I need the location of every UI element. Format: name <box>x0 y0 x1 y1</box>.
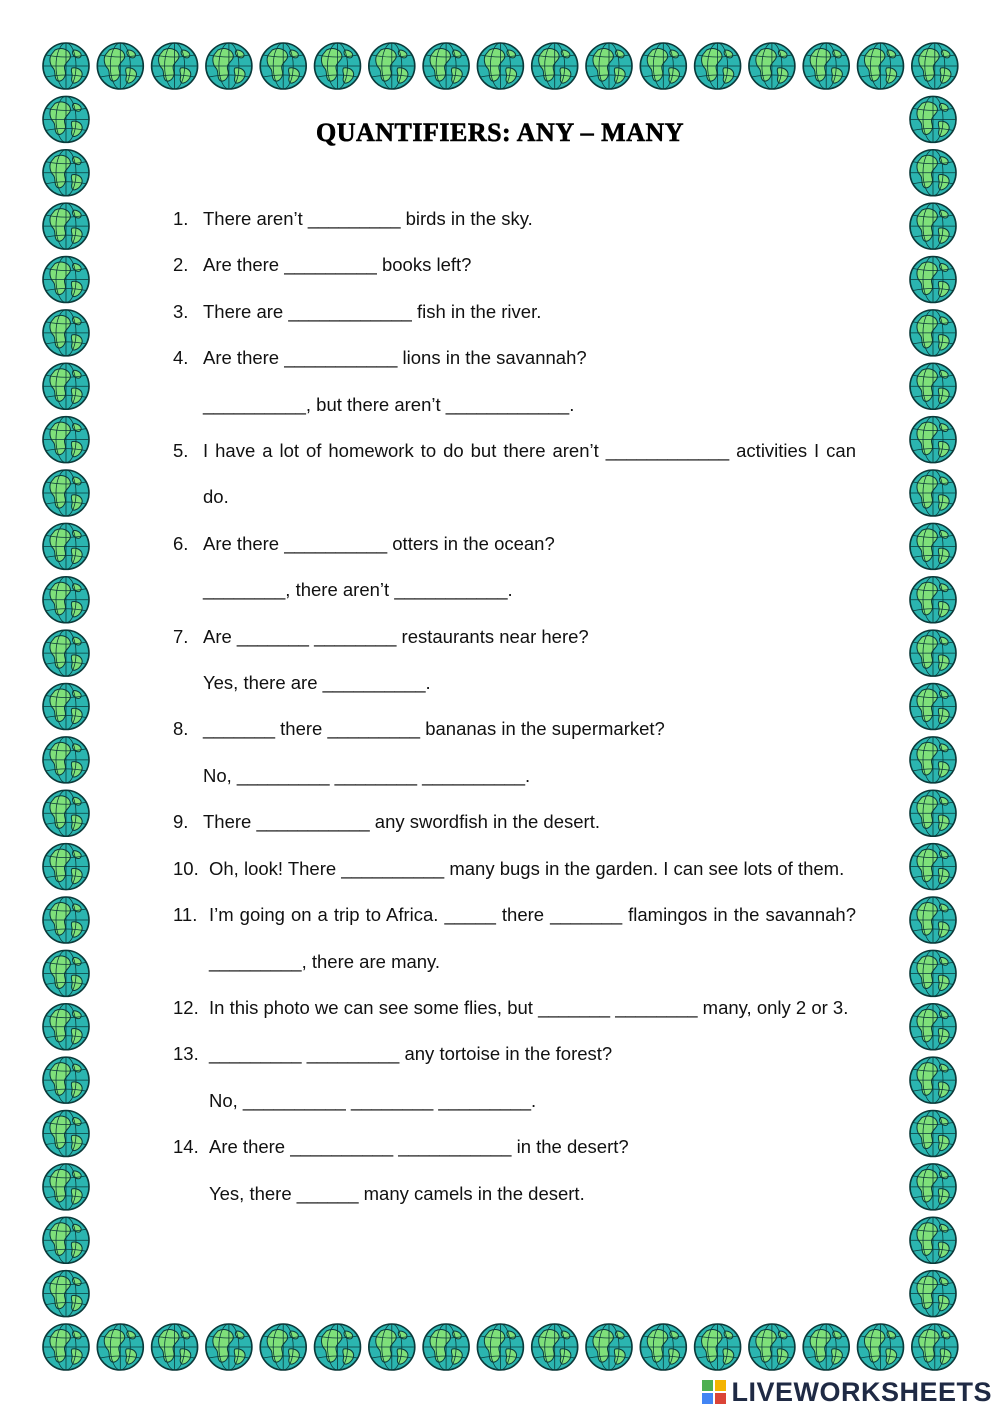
question-line: __________, but there aren’t ____________. <box>203 393 575 415</box>
globe-icon <box>910 1057 956 1103</box>
question-line: No, __________ ________ _________. <box>209 1089 537 1111</box>
question-line: No, _________ ________ __________. <box>203 764 531 786</box>
question-body <box>209 1031 856 1124</box>
globe-icon <box>586 1324 632 1370</box>
question-number: 14. <box>173 1136 199 1158</box>
globe-icon <box>43 1217 89 1263</box>
globe-icon <box>858 43 904 89</box>
question-body <box>203 706 856 799</box>
globe-icon <box>910 790 956 836</box>
question-line: Oh, look! There __________ many bugs in the garden. I can see lots of them. <box>209 857 845 879</box>
question-item <box>173 289 856 335</box>
globe-icon <box>260 1324 306 1370</box>
globe-icon <box>43 363 89 409</box>
globe-icon <box>910 737 956 783</box>
globe-icon <box>369 1324 415 1370</box>
globe-icon <box>206 43 252 89</box>
globe-icon <box>315 43 361 89</box>
question-item <box>173 335 856 428</box>
question-number: 1. <box>173 208 189 229</box>
globe-icon <box>910 363 956 409</box>
question-number: 3. <box>173 300 189 322</box>
globe-icon <box>43 1004 89 1050</box>
globe-icon <box>369 43 415 89</box>
globe-icon <box>532 1324 578 1370</box>
question-number: 2. <box>173 254 189 276</box>
question-line: There are ____________ fish in the river. <box>203 300 542 322</box>
globe-icon <box>910 417 956 463</box>
question-body <box>203 196 856 242</box>
globe-icon <box>43 523 89 569</box>
globe-icon <box>43 737 89 783</box>
globe-icon <box>695 43 741 89</box>
question-body <box>209 892 856 985</box>
question-item <box>173 706 856 799</box>
globe-icon <box>858 1324 904 1370</box>
question-line: ________, there aren’t ___________. <box>203 579 513 601</box>
globe-icon <box>152 43 198 89</box>
globe-icon <box>586 43 632 89</box>
globe-icon <box>43 897 89 943</box>
globe-icon <box>43 1271 89 1317</box>
watermark-text: LIVEWORKSHEETS <box>731 1376 992 1407</box>
globe-icon <box>910 684 956 730</box>
globe-icon <box>43 1057 89 1103</box>
globe-icon <box>43 1324 89 1370</box>
globe-icon <box>910 203 956 249</box>
globe-icon <box>423 43 469 89</box>
globe-icon <box>910 1271 956 1317</box>
question-line: Are there __________ otters in the ocean? <box>203 532 555 554</box>
question-line: In this photo we can see some flies, but _______ ________ many, only 2 or 3. <box>209 996 849 1018</box>
question-item <box>173 614 856 707</box>
question-body <box>203 242 856 288</box>
globe-icon <box>749 1324 795 1370</box>
question-number: 13. <box>173 1043 199 1065</box>
globe-icon <box>910 630 956 676</box>
globe-icon <box>532 43 578 89</box>
globe-icon <box>315 1324 361 1370</box>
globe-icon <box>910 257 956 303</box>
globe-icon <box>43 684 89 730</box>
question-number: 6. <box>173 532 189 554</box>
question-item <box>173 428 856 521</box>
question-body <box>203 335 856 428</box>
question-line: Yes, there ______ many camels in the desert. <box>209 1182 585 1204</box>
question-number: 12. <box>173 996 199 1018</box>
question-item <box>173 892 856 985</box>
globe-icon <box>423 1324 469 1370</box>
question-item <box>173 1124 856 1217</box>
globe-icon <box>910 1111 956 1157</box>
question-item <box>173 521 856 614</box>
globe-icon <box>910 577 956 623</box>
question-line: There aren’t _________ birds in the sky. <box>203 208 533 229</box>
globe-icon <box>910 523 956 569</box>
globe-icon <box>910 150 956 196</box>
question-number: 9. <box>173 811 189 833</box>
question-item <box>173 799 856 845</box>
page-title: QUANTIFIERS: ANY – MANY <box>315 118 685 147</box>
globe-icon <box>43 844 89 890</box>
globe-icon <box>43 257 89 303</box>
question-line: I’m going on a trip to Africa. _____ there _______ flamingos in the savannah? _________, there are many. <box>209 904 856 972</box>
question-number: 10. <box>173 857 199 879</box>
liveworksheets-logo-icon <box>701 1379 727 1405</box>
question-body <box>203 289 856 335</box>
question-line: Are there __________ ___________ in the desert? <box>209 1136 629 1158</box>
globe-icon <box>43 203 89 249</box>
globe-icon <box>477 43 523 89</box>
question-body <box>203 521 856 614</box>
question-item <box>173 196 856 242</box>
watermark <box>701 1375 992 1409</box>
globe-icon <box>43 790 89 836</box>
globe-icon <box>43 630 89 676</box>
globe-icon <box>803 1324 849 1370</box>
globe-icon <box>206 1324 252 1370</box>
question-line: _________ _________ any tortoise in the forest? <box>209 1043 613 1065</box>
question-item <box>173 1031 856 1124</box>
globe-icon <box>640 1324 686 1370</box>
globe-icon <box>910 470 956 516</box>
question-item <box>173 985 856 1031</box>
globe-icon <box>695 1324 741 1370</box>
globe-icon <box>910 897 956 943</box>
question-body <box>203 614 856 707</box>
globe-icon <box>910 310 956 356</box>
globe-icon <box>43 310 89 356</box>
question-line: There ___________ any swordfish in the desert. <box>203 811 600 833</box>
question-item <box>173 846 856 892</box>
globe-icon <box>803 43 849 89</box>
globe-icon <box>97 43 143 89</box>
question-line: Are there ___________ lions in the savannah? <box>203 347 587 369</box>
globe-icon <box>910 1164 956 1210</box>
globe-icon <box>477 1324 523 1370</box>
globe-icon <box>43 577 89 623</box>
question-item <box>173 242 856 288</box>
globe-icon <box>640 43 686 89</box>
globe-icon <box>43 470 89 516</box>
globe-icon <box>912 43 958 89</box>
question-body <box>203 799 856 845</box>
question-number: 7. <box>173 625 189 647</box>
globe-icon <box>97 1324 143 1370</box>
globe-icon <box>43 417 89 463</box>
question-number: 8. <box>173 718 189 740</box>
question-line: I have a lot of homework to do but there aren’t ____________ activities I can do. <box>203 440 856 508</box>
globe-icon <box>749 43 795 89</box>
question-line: Yes, there are __________. <box>203 672 431 694</box>
question-line: Are _______ ________ restaurants near here? <box>203 625 589 647</box>
globe-icon <box>43 43 89 89</box>
globe-icon <box>43 1111 89 1157</box>
globe-icon <box>43 950 89 996</box>
question-number: 11. <box>173 904 198 926</box>
globe-icon <box>912 1324 958 1370</box>
question-body <box>203 428 856 521</box>
globe-icon <box>910 1004 956 1050</box>
question-body <box>209 985 856 1031</box>
question-body <box>209 846 856 892</box>
question-line: Are there _________ books left? <box>203 254 472 276</box>
globe-icon <box>152 1324 198 1370</box>
question-line: _______ there _________ bananas in the supermarket? <box>203 718 665 740</box>
question-body <box>209 1124 856 1217</box>
question-list <box>173 196 856 1217</box>
globe-icon <box>910 1217 956 1263</box>
globe-icon <box>910 950 956 996</box>
globe-icon <box>910 844 956 890</box>
globe-icon <box>43 1164 89 1210</box>
question-number: 4. <box>173 347 189 369</box>
globe-icon <box>260 43 306 89</box>
globe-icon <box>43 150 89 196</box>
question-number: 5. <box>173 440 189 462</box>
